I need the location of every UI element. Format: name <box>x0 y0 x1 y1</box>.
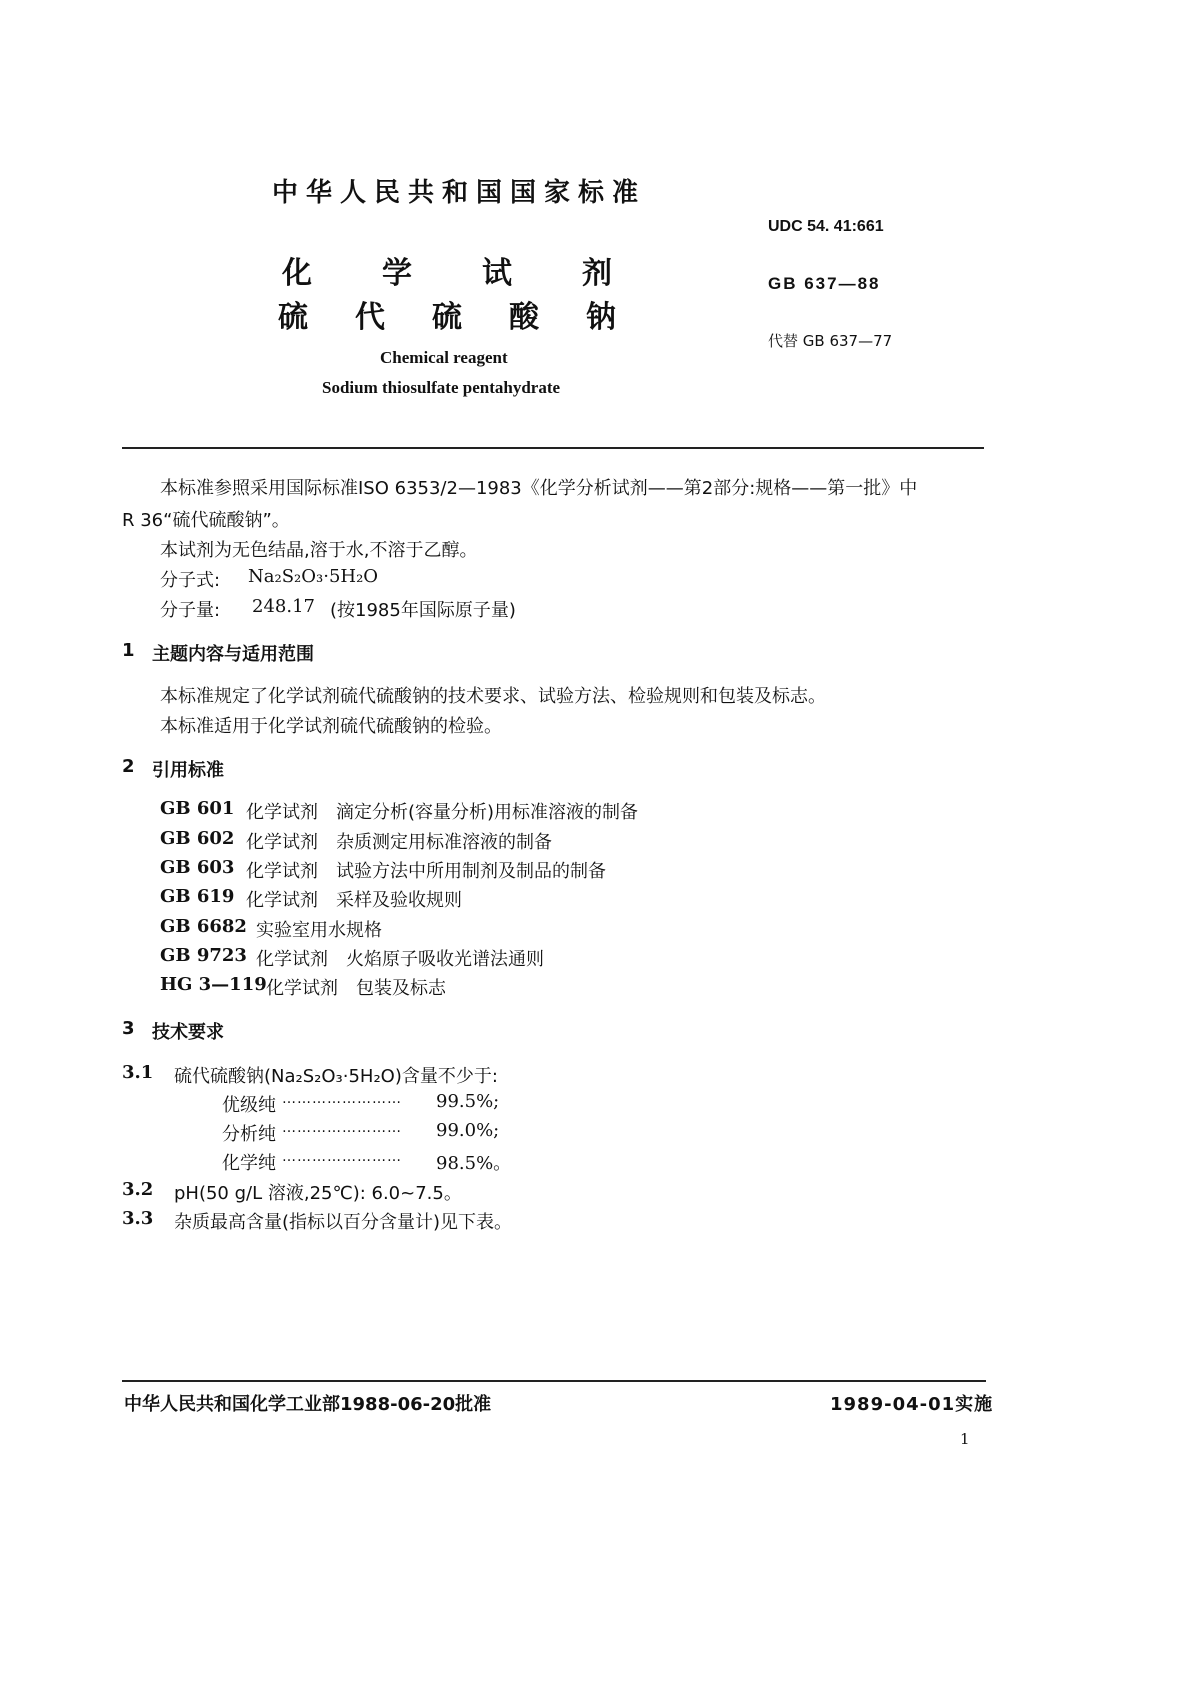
clause-number: 3.1 <box>122 1062 154 1083</box>
ref-text: 化学试剂 采样及验收规则 <box>246 890 462 911</box>
effective-date: 1989-04-01实施 <box>830 1394 994 1415</box>
formula-label: 分子式: <box>160 570 221 591</box>
gb-number: GB 637—88 <box>768 274 881 293</box>
formula-value: Na₂S₂O₃·5H₂O <box>248 566 379 587</box>
ref-code: HG 3—119 <box>160 974 267 995</box>
national-standard-title: 中华人民共和国国家标准 <box>272 178 647 208</box>
title-char: 试 <box>482 256 512 291</box>
title-char: 钠 <box>586 300 616 335</box>
title-char: 酸 <box>509 300 539 335</box>
grade-dots: …………………… <box>282 1120 402 1136</box>
grade-name: 分析纯 <box>222 1124 276 1145</box>
grade-name: 优级纯 <box>222 1095 276 1116</box>
title-char: 剂 <box>582 256 612 291</box>
section-title: 技术要求 <box>152 1022 224 1043</box>
mass-value: 248.17 <box>252 596 315 617</box>
grade-name: 化学纯 <box>222 1153 276 1174</box>
udc-code: UDC 54. 41:661 <box>768 218 884 235</box>
ref-text: 实验室用水规格 <box>256 920 382 941</box>
clause-text: 杂质最高含量(指标以百分含量计)见下表。 <box>174 1212 513 1233</box>
footer-rule <box>122 1380 986 1382</box>
ref-code: GB 603 <box>160 857 235 878</box>
title-char: 代 <box>355 300 385 335</box>
title-char: 学 <box>382 256 412 291</box>
page-number: 1 <box>960 1430 970 1448</box>
english-title-1: Chemical reagent <box>380 348 508 367</box>
clause-number: 3.3 <box>122 1208 154 1229</box>
title-char: 硫 <box>432 300 462 335</box>
replaces-note: 代替 GB 637—77 <box>768 332 893 350</box>
section-title: 主题内容与适用范围 <box>152 644 314 665</box>
section-number: 1 <box>122 640 135 661</box>
mass-label: 分子量: <box>160 600 221 621</box>
grade-value: 98.5%。 <box>436 1153 512 1174</box>
approval-note: 中华人民共和国化学工业部1988-06-20批准 <box>124 1394 492 1415</box>
title-char: 化 <box>282 256 312 291</box>
section-title: 引用标准 <box>152 760 224 781</box>
section-paragraph: 本标准适用于化学试剂硫代硫酸钠的检验。 <box>160 716 502 737</box>
mass-note: (按1985年国际原子量) <box>330 600 516 621</box>
grade-value: 99.0%; <box>436 1120 500 1141</box>
ref-code: GB 9723 <box>160 945 247 966</box>
clause-number: 3.2 <box>122 1179 154 1200</box>
ref-text: 化学试剂 试验方法中所用制剂及制品的制备 <box>246 861 606 882</box>
clause-text: 硫代硫酸钠(Na₂S₂O₃·5H₂O)含量不少于: <box>174 1066 498 1087</box>
ref-code: GB 601 <box>160 798 235 819</box>
intro-line: 本标准参照采用国际标准ISO 6353/2—1983《化学分析试剂——第2部分:规格——第一批》中 <box>160 478 918 499</box>
section-number: 2 <box>122 756 135 777</box>
intro-line: R 36“硫代硫酸钠”。 <box>122 510 290 531</box>
grade-value: 99.5%; <box>436 1091 500 1112</box>
header-rule <box>122 447 984 449</box>
title-char: 硫 <box>278 300 308 335</box>
ref-code: GB 619 <box>160 886 235 907</box>
ref-text: 化学试剂 包装及标志 <box>266 978 446 999</box>
ref-code: GB 602 <box>160 828 235 849</box>
intro-line: 本试剂为无色结晶,溶于水,不溶于乙醇。 <box>160 540 478 561</box>
clause-text: pH(50 g/L 溶液,25℃): 6.0~7.5。 <box>174 1183 462 1204</box>
grade-dots: …………………… <box>282 1149 402 1165</box>
grade-dots: …………………… <box>282 1091 402 1107</box>
ref-text: 化学试剂 滴定分析(容量分析)用标准溶液的制备 <box>246 802 639 823</box>
ref-text: 化学试剂 火焰原子吸收光谱法通则 <box>256 949 544 970</box>
ref-code: GB 6682 <box>160 916 247 937</box>
ref-text: 化学试剂 杂质测定用标准溶液的制备 <box>246 832 552 853</box>
english-title-2: Sodium thiosulfate pentahydrate <box>322 378 561 397</box>
section-paragraph: 本标准规定了化学试剂硫代硫酸钠的技术要求、试验方法、检验规则和包装及标志。 <box>160 686 826 707</box>
section-number: 3 <box>122 1018 135 1039</box>
